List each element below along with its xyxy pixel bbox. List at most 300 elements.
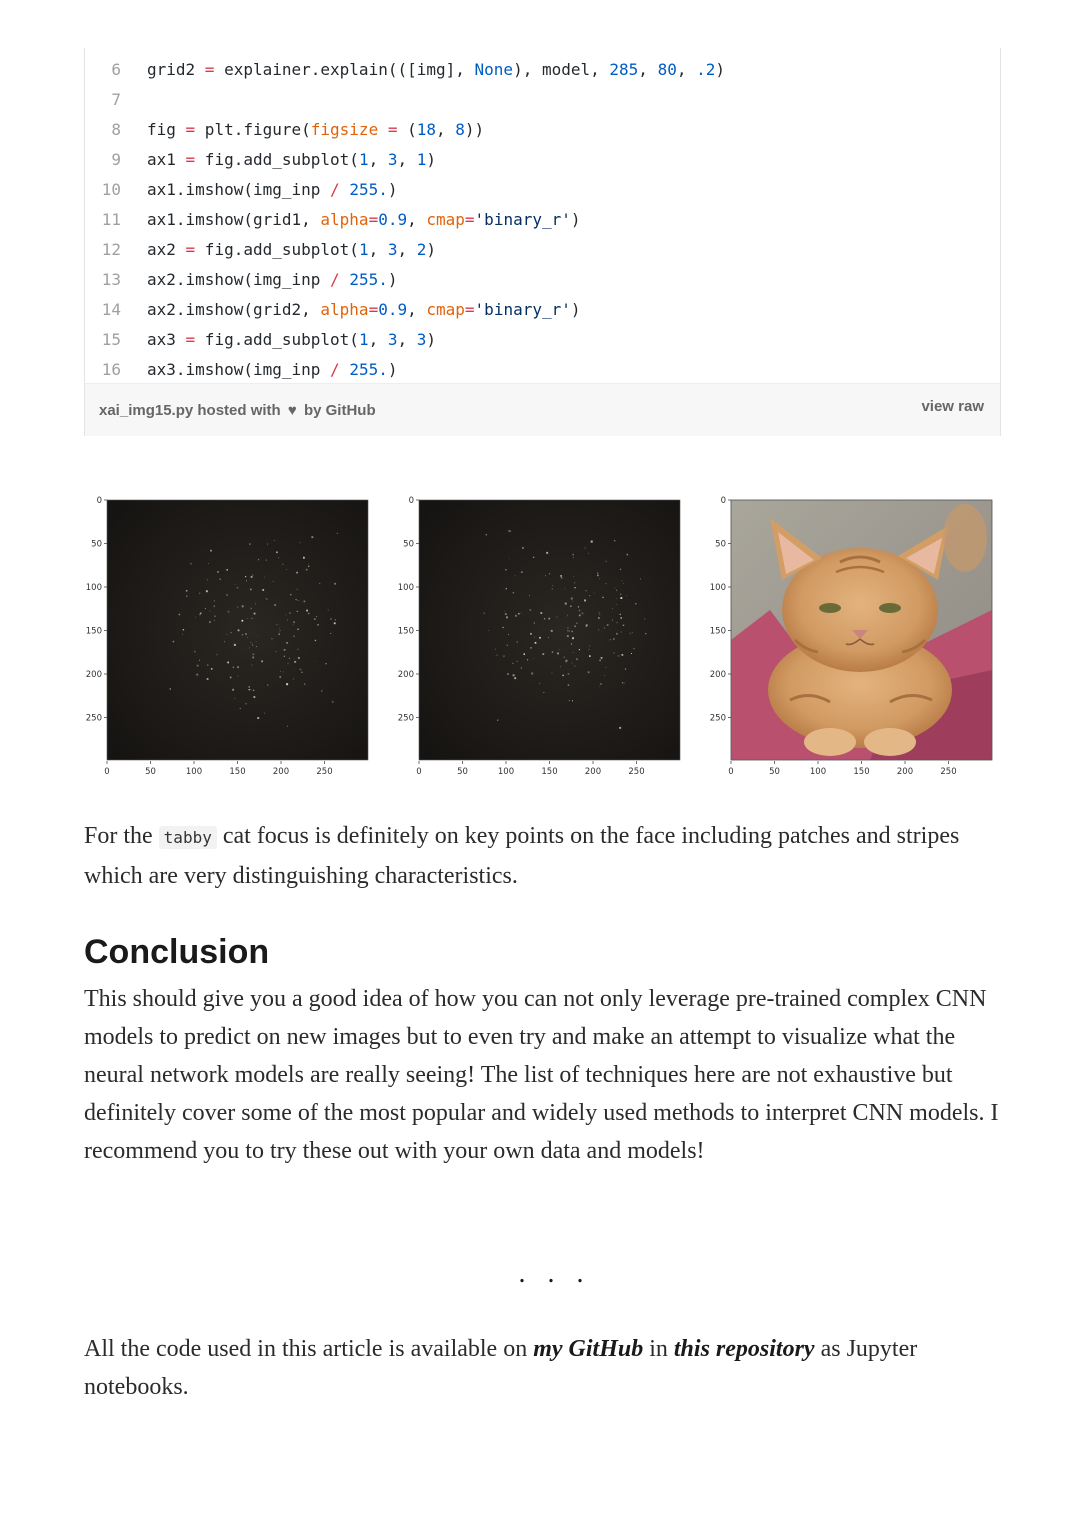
- saliency-speckle: [552, 588, 553, 589]
- y-tick-label: 250: [397, 713, 414, 724]
- saliency-speckle: [294, 661, 296, 663]
- saliency-speckle: [505, 569, 506, 570]
- line-number: 16: [101, 360, 121, 379]
- saliency-speckle: [273, 581, 274, 582]
- saliency-speckle: [228, 611, 230, 613]
- saliency-figure: [70, 490, 1010, 785]
- saliency-speckle: [211, 668, 213, 670]
- saliency-speckle: [304, 684, 305, 685]
- code-line: [85, 145, 1000, 175]
- code-token: alpha: [320, 210, 369, 229]
- saliency-speckle: [597, 573, 598, 574]
- saliency-speckle: [584, 600, 586, 602]
- x-tick-label: 150: [229, 767, 246, 777]
- view-raw-link[interactable]: view raw: [921, 398, 984, 415]
- saliency-speckle: [530, 647, 532, 649]
- saliency-speckle: [598, 617, 600, 619]
- para3-a: All the code used in this article is available on: [84, 1336, 534, 1362]
- code-text: [147, 145, 436, 175]
- saliency-speckle: [607, 624, 609, 626]
- saliency-speckle: [533, 658, 534, 659]
- saliency-speckle: [234, 698, 235, 699]
- code-token: 2: [416, 240, 427, 259]
- saliency-speckle: [506, 616, 508, 618]
- saliency-speckle: [503, 627, 504, 628]
- para1-after: cat focus is definitely on key points on the face including patches and stripes which are very distinguishing characteristics.: [84, 823, 960, 889]
- saliency-speckle: [572, 700, 573, 701]
- saliency-speckle: [274, 540, 275, 541]
- code-token: [340, 180, 350, 199]
- line-number: 15: [101, 330, 121, 349]
- saliency-speckle: [224, 641, 225, 642]
- saliency-speckle: [214, 606, 215, 607]
- saliency-speckle: [548, 618, 550, 620]
- code-line: [85, 115, 1000, 145]
- saliency-speckle: [234, 644, 236, 646]
- saliency-speckle: [535, 642, 537, 644]
- saliency-speckle: [503, 655, 505, 657]
- y-tick-label: 100: [709, 583, 726, 593]
- code-line: [85, 55, 1000, 85]
- saliency-speckle: [486, 534, 487, 535]
- code-token: 3: [387, 150, 398, 169]
- code-token: ax1.imshow(img_inp: [147, 180, 331, 199]
- saliency-speckle: [250, 608, 252, 610]
- saliency-speckle: [237, 666, 239, 668]
- saliency-speckle: [220, 579, 221, 580]
- saliency-speckle: [626, 595, 627, 596]
- code-token: cmap: [426, 300, 465, 319]
- subplot-1: [86, 496, 368, 777]
- saliency-speckle: [606, 667, 607, 668]
- code-text: [147, 205, 581, 235]
- saliency-speckle: [539, 637, 541, 639]
- saliency-speckle: [633, 648, 634, 649]
- code-token: ,: [638, 60, 658, 79]
- line-number: 7: [111, 90, 121, 109]
- saliency-speckle: [581, 612, 583, 614]
- saliency-speckle: [616, 604, 617, 605]
- saliency-speckle: [567, 627, 569, 629]
- saliency-speckle: [585, 548, 586, 549]
- code-token: ): [570, 300, 581, 319]
- saliency-speckle: [252, 574, 254, 576]
- code-line: [85, 295, 1000, 325]
- saliency-speckle: [543, 692, 544, 693]
- saliency-speckle: [553, 585, 554, 586]
- saliency-speckle: [296, 572, 298, 574]
- saliency-speckle: [321, 690, 322, 691]
- saliency-speckle: [504, 611, 505, 612]
- saliency-speckle: [249, 686, 250, 687]
- line-number: 8: [111, 120, 121, 139]
- saliency-speckle: [256, 641, 257, 642]
- code-token: ,: [368, 150, 388, 169]
- saliency-speckle: [522, 547, 524, 549]
- y-tick-label: 0: [96, 496, 102, 506]
- saliency-speckle: [615, 588, 616, 589]
- saliency-speckle: [619, 727, 621, 729]
- saliency-speckle: [601, 657, 603, 659]
- saliency-speckle: [569, 630, 570, 631]
- saliency-speckle: [620, 594, 621, 595]
- code-token: 'binary_r': [474, 300, 571, 319]
- code-token: fig.add_subplot(: [195, 150, 359, 169]
- saliency-speckle: [544, 618, 545, 619]
- code-line: [85, 325, 1000, 355]
- saliency-speckle: [298, 657, 300, 659]
- code-token: [340, 270, 350, 289]
- saliency-speckle: [258, 636, 259, 637]
- saliency-speckle: [279, 634, 281, 636]
- saliency-speckle: [286, 569, 287, 570]
- figure-svg: [70, 490, 1010, 785]
- saliency-speckle: [645, 633, 646, 634]
- code-line: [85, 235, 1000, 265]
- saliency-speckle: [513, 592, 514, 593]
- saliency-speckle: [335, 619, 336, 620]
- saliency-speckle: [600, 683, 602, 685]
- saliency-speckle: [576, 623, 577, 624]
- code-token: ax1.imshow(grid1,: [147, 210, 321, 229]
- saliency-speckle: [579, 649, 580, 650]
- para3-b: in: [643, 1336, 674, 1362]
- saliency-speckle: [567, 615, 568, 616]
- saliency-speckle: [276, 552, 278, 554]
- code-token: 1: [358, 240, 369, 259]
- saliency-speckle: [261, 661, 263, 663]
- x-tick-label: 50: [145, 767, 156, 777]
- saliency-speckle: [546, 552, 548, 554]
- y-tick-label: 250: [709, 713, 726, 724]
- para1-before: For the: [84, 823, 159, 849]
- saliency-speckle: [579, 610, 580, 611]
- x-tick-label: 150: [853, 767, 870, 777]
- code-text: [147, 55, 725, 85]
- subplot-3: [710, 496, 992, 777]
- x-tick-label: 200: [896, 767, 914, 777]
- saliency-speckle: [186, 596, 187, 597]
- y-tick-label: 100: [85, 583, 102, 593]
- code-token: ,: [368, 240, 388, 259]
- saliency-speckle: [573, 557, 574, 558]
- code-token: ), model,: [513, 60, 610, 79]
- x-tick-label: 100: [185, 767, 203, 777]
- saliency-speckle: [517, 642, 518, 643]
- saliency-speckle: [240, 708, 241, 709]
- saliency-speckle: [508, 530, 509, 531]
- saliency-speckle: [524, 653, 526, 655]
- saliency-speckle: [623, 625, 624, 626]
- code-line: [85, 175, 1000, 205]
- saliency-speckle: [521, 613, 522, 614]
- saliency-speckle: [217, 571, 219, 573]
- saliency-speckle: [575, 587, 576, 588]
- saliency-speckle: [618, 655, 620, 657]
- code-token: 0.9: [378, 300, 408, 319]
- saliency-speckle: [602, 597, 603, 598]
- saliency-speckle: [631, 653, 632, 654]
- x-tick-label: 100: [809, 767, 827, 777]
- code-token: cmap: [426, 210, 465, 229]
- saliency-speckle: [249, 543, 251, 545]
- saliency-speckle: [616, 590, 617, 591]
- section-separator: ...: [518, 1258, 606, 1289]
- saliency-speckle: [293, 624, 294, 625]
- saliency-speckle: [530, 633, 532, 635]
- saliency-speckle: [539, 683, 540, 684]
- saliency-speckle: [214, 620, 215, 621]
- saliency-speckle: [251, 576, 253, 578]
- code-token: 18: [416, 120, 437, 139]
- saliency-speckle: [604, 675, 605, 676]
- saliency-speckle: [627, 554, 629, 556]
- code-token: )): [464, 120, 485, 139]
- y-tick-label: 100: [397, 583, 414, 593]
- saliency-speckle: [518, 613, 519, 614]
- code-text: [147, 265, 397, 295]
- code-token: [340, 360, 350, 379]
- saliency-speckle: [266, 560, 267, 561]
- saliency-speckle: [521, 571, 523, 573]
- gist-filename-link[interactable]: xai_img15.py: [99, 402, 194, 419]
- saliency-speckle: [306, 569, 308, 571]
- paragraph-code-availability: [84, 1330, 999, 1406]
- saliency-speckle: [301, 672, 302, 673]
- saliency-speckle: [278, 557, 279, 558]
- saliency-speckle: [179, 614, 180, 615]
- saliency-speckle: [620, 597, 622, 599]
- saliency-speckle: [308, 564, 309, 565]
- code-token: =: [204, 60, 215, 79]
- code-token: grid2: [147, 60, 205, 79]
- saliency-speckle: [237, 607, 238, 608]
- repository-link[interactable]: this repository: [673, 1336, 815, 1362]
- saliency-speckle: [620, 614, 621, 615]
- saliency-speckle: [183, 629, 184, 630]
- line-number: 10: [101, 180, 121, 199]
- code-token: [378, 120, 388, 139]
- y-tick-label: 150: [397, 626, 414, 637]
- saliency-speckle: [283, 671, 284, 672]
- saliency-speckle: [621, 617, 623, 619]
- y-tick-label: 50: [403, 539, 414, 550]
- saliency-speckle: [513, 674, 515, 676]
- saliency-speckle: [622, 654, 624, 656]
- saliency-speckle: [330, 633, 331, 634]
- saliency-speckle: [586, 590, 587, 591]
- saliency-speckle: [199, 593, 200, 594]
- saliency-speckle: [227, 662, 229, 664]
- code-token: ,: [436, 120, 456, 139]
- saliency-speckle: [572, 601, 573, 602]
- saliency-speckle: [252, 657, 254, 659]
- gist-footer: [85, 383, 1000, 436]
- saliency-speckle: [589, 649, 590, 650]
- x-tick-label: 0: [728, 767, 734, 777]
- code-token: fig.add_subplot(: [195, 240, 359, 259]
- saliency-speckle: [622, 682, 623, 683]
- saliency-speckle: [209, 621, 211, 623]
- saliency-speckle: [298, 600, 299, 601]
- saliency-speckle: [574, 576, 575, 577]
- saliency-speckle: [505, 613, 507, 615]
- saliency-speckle: [588, 553, 589, 554]
- code-listing: [85, 55, 1000, 385]
- code-token: =: [464, 300, 475, 319]
- saliency-speckle: [208, 563, 209, 564]
- saliency-speckle: [182, 634, 183, 635]
- code-token: 8: [455, 120, 465, 139]
- code-token: fig: [147, 120, 186, 139]
- gist-meta-left: [99, 402, 376, 419]
- saliency-speckle: [573, 652, 574, 653]
- saliency-speckle: [250, 689, 251, 690]
- saliency-speckle: [571, 663, 572, 664]
- saliency-speckle: [297, 611, 298, 612]
- saliency-speckle: [484, 613, 485, 614]
- saliency-speckle: [242, 605, 244, 607]
- y-tick-label: 200: [85, 670, 102, 680]
- saliency-speckle: [250, 589, 252, 591]
- saliency-speckle: [567, 616, 568, 617]
- gist-embed: [84, 48, 1001, 436]
- paragraph-tabby: [84, 817, 999, 895]
- code-token: ax2.imshow(grid2,: [147, 300, 321, 319]
- y-tick-label: 200: [709, 670, 726, 680]
- saliency-speckle: [621, 631, 622, 632]
- my-github-link[interactable]: my GitHub: [533, 1336, 644, 1362]
- saliency-speckle: [599, 578, 600, 579]
- code-token: ): [387, 360, 398, 379]
- line-number: 9: [111, 150, 121, 169]
- saliency-speckle: [572, 637, 574, 639]
- saliency-speckle: [252, 644, 253, 645]
- code-line: [85, 85, 1000, 115]
- saliency-speckle: [279, 632, 280, 633]
- saliency-speckle: [308, 566, 309, 567]
- saliency-speckle: [571, 643, 572, 644]
- code-token: 285: [609, 60, 639, 79]
- saliency-speckle: [284, 649, 286, 651]
- saliency-speckle: [200, 613, 202, 615]
- x-tick-label: 0: [104, 767, 110, 777]
- saliency-speckle: [216, 654, 217, 655]
- saliency-speckle: [250, 642, 251, 643]
- saliency-speckle: [624, 683, 625, 684]
- inline-code-tabby: tabby: [159, 826, 217, 849]
- saliency-speckle: [293, 621, 295, 623]
- saliency-speckle: [267, 544, 268, 545]
- x-tick-label: 0: [416, 767, 422, 777]
- code-token: .2: [696, 60, 716, 79]
- saliency-speckle: [308, 613, 310, 615]
- code-token: /: [330, 270, 340, 289]
- line-number: 14: [101, 300, 121, 319]
- code-token: 1: [358, 150, 369, 169]
- saliency-speckle: [635, 603, 636, 604]
- saliency-speckle: [230, 677, 232, 679]
- saliency-speckle: [293, 636, 295, 638]
- saliency-speckle: [249, 648, 250, 649]
- saliency-speckle: [282, 564, 283, 565]
- code-token: ): [426, 330, 437, 349]
- code-token: 0.9: [378, 210, 408, 229]
- saliency-speckle: [251, 618, 252, 619]
- saliency-speckle: [509, 559, 510, 560]
- saliency-speckle: [214, 601, 215, 602]
- saliency-speckle: [197, 665, 199, 667]
- saliency-speckle: [620, 569, 621, 570]
- code-token: =: [368, 210, 379, 229]
- saliency-speckle: [571, 598, 573, 600]
- code-token: ax2.imshow(img_inp: [147, 270, 331, 289]
- saliency-speckle: [298, 649, 299, 650]
- saliency-speckle: [210, 610, 211, 611]
- saliency-speckle: [233, 667, 235, 669]
- saliency-speckle: [515, 615, 517, 617]
- saliency-speckle: [252, 665, 253, 666]
- saliency-speckle: [210, 550, 212, 552]
- saliency-speckle: [337, 533, 338, 534]
- saliency-speckle: [545, 575, 546, 576]
- saliency-speckle: [497, 720, 498, 721]
- para3-c: as Jupyter notebooks.: [84, 1336, 918, 1400]
- saliency-speckle: [578, 606, 579, 607]
- saliency-speckle: [589, 595, 590, 596]
- subplot-2: [398, 496, 680, 777]
- saliency-speckle: [556, 617, 557, 618]
- saliency-speckle: [330, 618, 331, 619]
- saliency-speckle: [280, 630, 281, 631]
- saliency-speckle: [572, 631, 573, 632]
- saliency-image-2: [419, 500, 680, 760]
- x-tick-label: 50: [457, 767, 468, 777]
- saliency-speckle: [267, 684, 268, 685]
- saliency-speckle: [306, 610, 308, 612]
- saliency-speckle: [245, 703, 246, 704]
- code-token: ,: [407, 210, 427, 229]
- saliency-speckle: [586, 626, 588, 628]
- code-token: plt.figure(: [195, 120, 311, 139]
- saliency-speckle: [567, 635, 569, 637]
- code-token: ax2: [147, 240, 186, 259]
- saliency-speckle: [334, 583, 336, 585]
- code-token: /: [330, 180, 340, 199]
- code-token: ax3: [147, 330, 186, 349]
- saliency-speckle: [617, 598, 618, 599]
- saliency-speckle: [568, 684, 570, 686]
- saliency-speckle: [606, 561, 607, 562]
- saliency-speckle: [508, 634, 509, 635]
- code-token: =: [185, 120, 196, 139]
- saliency-speckle: [572, 554, 574, 556]
- code-token: fig.add_subplot(: [195, 330, 359, 349]
- saliency-speckle: [541, 612, 543, 614]
- saliency-speckle: [531, 673, 533, 675]
- saliency-speckle: [297, 600, 298, 601]
- code-token: ,: [397, 150, 417, 169]
- saliency-speckle: [565, 661, 567, 663]
- saliency-speckle: [488, 630, 489, 631]
- saliency-speckle: [599, 612, 600, 613]
- saliency-speckle: [226, 594, 228, 596]
- code-text: [147, 115, 484, 145]
- saliency-speckle: [207, 579, 208, 580]
- saliency-speckle: [290, 613, 291, 614]
- github-link[interactable]: by GitHub: [303, 402, 376, 419]
- code-token: ): [426, 150, 437, 169]
